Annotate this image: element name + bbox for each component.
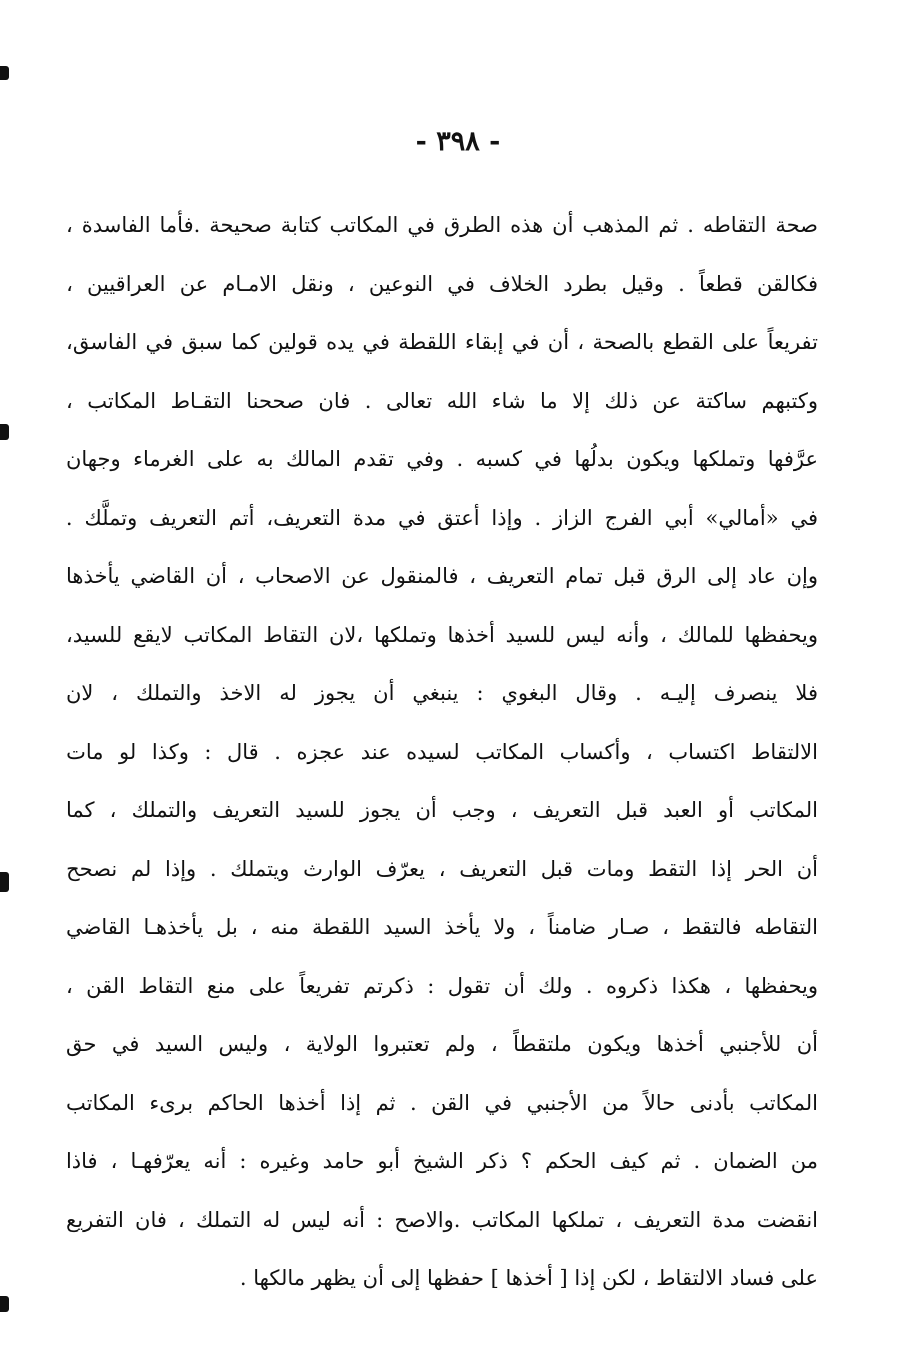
text-line: الالتقاط اكتساب ، وأكساب المكاتب لسيده عند عجزه . قال : وكذا لو مات <box>66 739 818 764</box>
text-line: تفريعاً على القطع بالصحة ، أن في إبقاء اللقطة في يده قولين كما سبق في الفاسق، <box>66 330 818 354</box>
text-line: ويحفظها للمالك ، وأنه ليس للسيد أخذها وتملكها ،لان التقاط المكاتب لايقع للسيد، <box>66 622 818 647</box>
text-line: ويحفظها ، هكذا ذكروه . ولك أن تقول : ذكرتم تفريعاً على منع التقاط القن ، <box>66 973 818 998</box>
text-line: أن للأجنبي أخذها ويكون ملتقطاً ، ولم تعتبروا الولاية ، وليس السيد في حق <box>66 1032 818 1056</box>
text-line: وكتبهم ساكتة عن ذلك إلا ما شاء الله تعالى . فان صححنا التقـاط المكاتب ، <box>66 388 818 413</box>
page-edge-mark <box>0 872 9 892</box>
text-line: عرَّفها وتملكها ويكون بدلُها في كسبه . وفي تقدم المالك به على الغرماء وجهان <box>66 447 818 471</box>
text-line: انقضت مدة التعريف ، تملكها المكاتب .والاصح : أنه ليس له التملك ، فان التفريع <box>66 1207 818 1232</box>
text-line: فكالقن قطعاً . وقيل بطرد الخلاف في النوعين ، ونقل الامـام عن العراقيين ، <box>66 271 818 296</box>
text-line: المكاتب بأدنى حالاً من الأجنبي في القن . ثم إذا أخذها الحاكم برىء المكاتب <box>66 1090 818 1115</box>
text-line: التقاطه فالتقط ، صـار ضامناً ، ولا يأخذ السيد اللقطة منه ، بل يأخذهـا القاضي <box>66 915 818 939</box>
text-line: صحة التقاطه . ثم المذهب أن هذه الطرق في المكاتب كتابة صحيحة .فأما الفاسدة ، <box>66 213 818 237</box>
text-line: أن الحر إذا التقط ومات قبل التعريف ، يعرّف الوارث ويتملك . وإذا لم نصحح <box>66 856 818 881</box>
page-edge-mark <box>0 1296 9 1312</box>
text-line: فلا ينصرف إليـه . وقال البغوي : ينبغي أن يجوز له الاخذ والتملك ، لان <box>66 681 818 705</box>
page-edge-mark <box>0 424 9 440</box>
text-line: المكاتب أو العبد قبل التعريف ، وجب أن يجوز للسيد التعريف والتملك ، كما <box>66 798 818 822</box>
text-line: وإن عاد إلى الرق قبل تمام التعريف ، فالمنقول عن الاصحاب ، أن القاضي يأخذها <box>66 564 818 588</box>
page-number: - ٣٩٨ - <box>415 126 501 157</box>
page-text-body <box>66 196 818 1308</box>
text-line: على فساد الالتقاط ، لكن إذا [ أخذها ] حفظها إلى أن يظهر مالكها . <box>239 1266 818 1290</box>
text-line: في «أمالي» أبي الفرج الزاز . وإذا أعتق في مدة التعريف، أتم التعريف وتملَّك . <box>66 505 818 530</box>
text-line: من الضمان . ثم كيف الحكم ؟ ذكر الشيخ أبو حامد وغيره : أنه يعرّفهـا ، فاذا <box>66 1149 818 1173</box>
page-edge-mark <box>0 66 9 80</box>
